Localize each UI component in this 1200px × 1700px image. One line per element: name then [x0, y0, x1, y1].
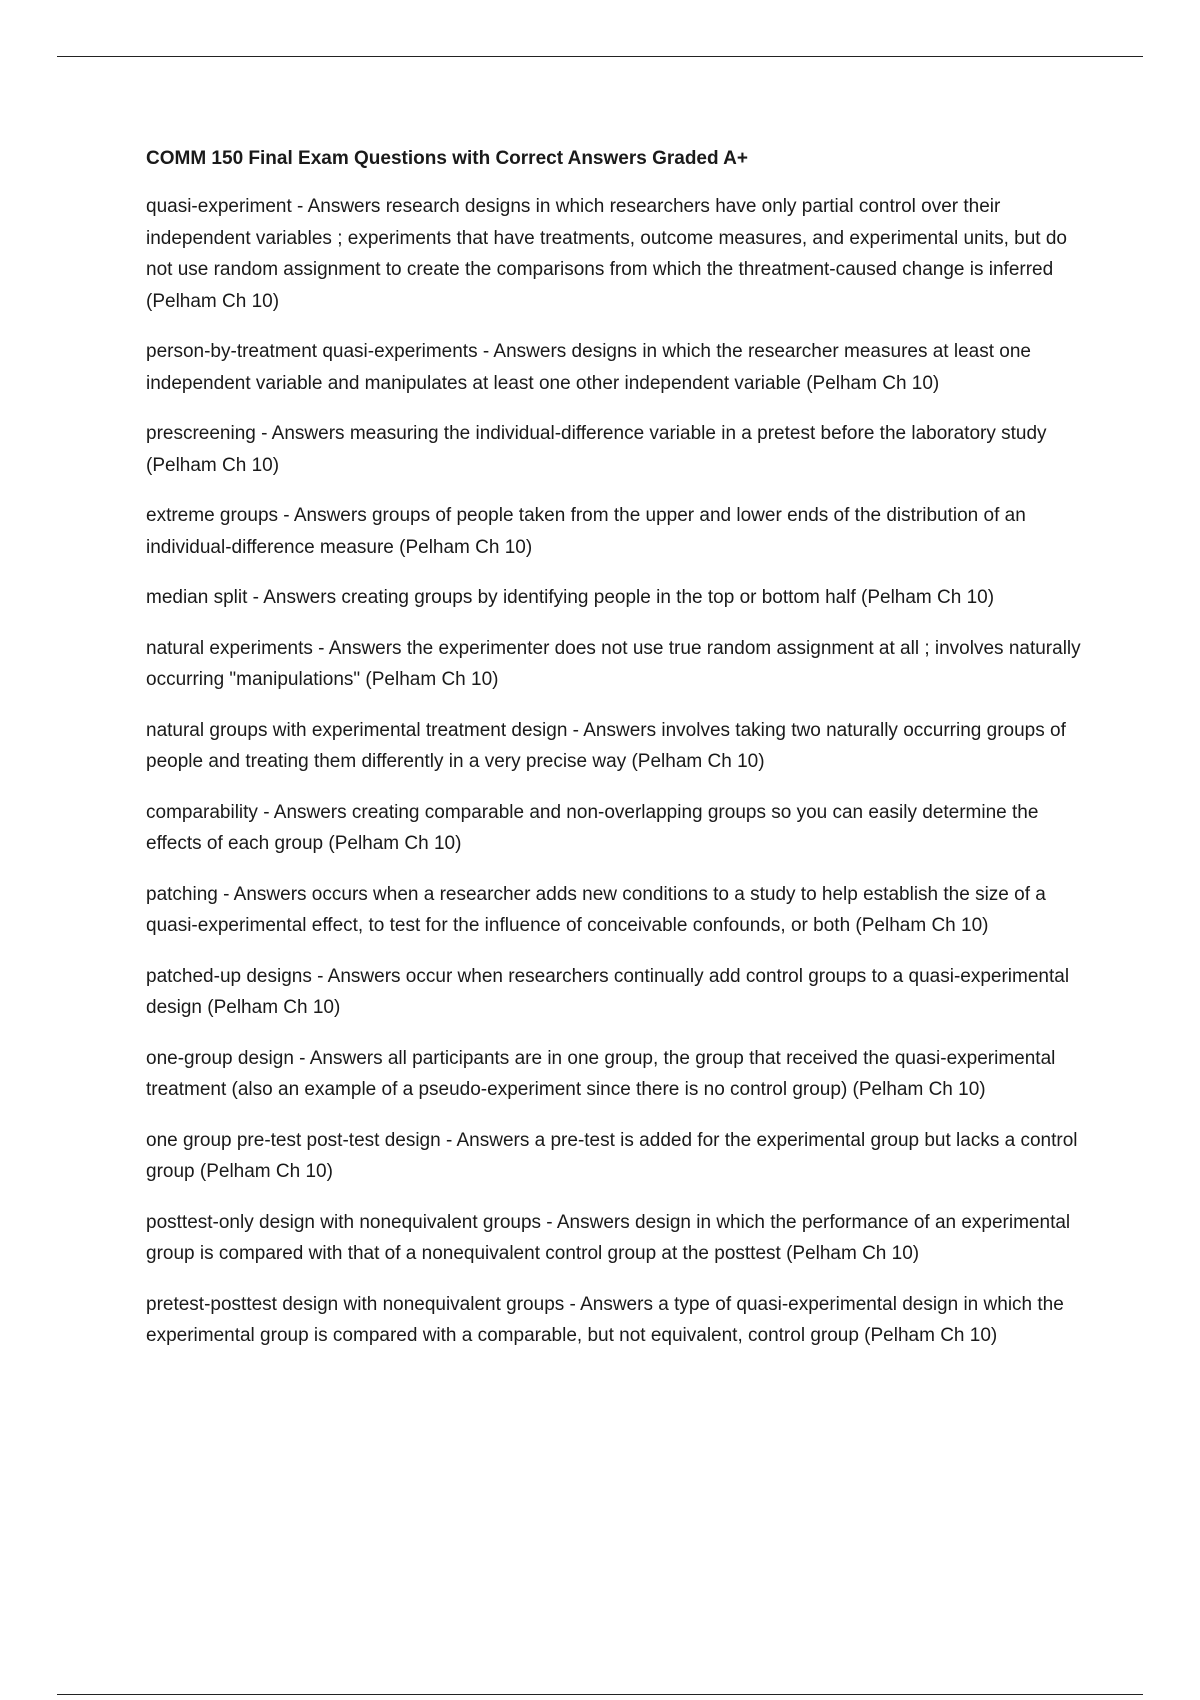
entry-extreme-groups: extreme groups - Answers groups of people taken from the upper and lower ends of the distribution of an individual-difference measure (Pelham Ch 10): [146, 505, 1026, 558]
entry-person-by-treatment: person-by-treatment quasi-experiments - Answers designs in which the researcher measures at least one independent variable and manipulates at least one other independent variable (Pelham Ch 10): [146, 341, 1031, 394]
document-title: COMM 150 Final Exam Questions with Correct Answers Graded A+: [146, 148, 748, 169]
entry-natural-groups: natural groups with experimental treatment design - Answers involves taking two naturally occurring groups of people and treating them differently in a very precise way (Pelham Ch 10): [146, 719, 1066, 772]
entry-patched-up-designs: patched-up designs - Answers occur when researchers continually add control groups to a quasi-experimental design (Pelham Ch 10): [146, 965, 1070, 1018]
entry-pretest-posttest-nonequivalent: pretest-posttest design with nonequivalent groups - Answers a type of quasi-experimental design in which the experimental group is compared with a comparable, but not equivalent, control group (Pelham Ch 10): [146, 1293, 1064, 1346]
entry-median-split: median split - Answers creating groups by identifying people in the top or bottom half (Pelham Ch 10): [146, 587, 995, 608]
entry-quasi-experiment: quasi-experiment - Answers research designs in which researchers have only partial control over their independent variables ; experiments that have treatments, outcome measures, and experimental units, but do not use random assignment to create the comparisons from which the threatment-caused change is inferred (Pelham Ch 10): [146, 196, 1067, 312]
footer-rule: [57, 1694, 1143, 1695]
entry-patching: patching - Answers occurs when a researcher adds new conditions to a study to help establish the size of a quasi-experimental effect, to test for the influence of conceivable confounds, or both (Pelham Ch 10): [146, 883, 1046, 936]
document-body: [146, 143, 1092, 1371]
entry-one-group-pretest-posttest: one group pre-test post-test design - Answers a pre-test is added for the experimental group but lacks a control group (Pelham Ch 10): [146, 1129, 1078, 1182]
entry-posttest-only-nonequivalent: posttest-only design with nonequivalent groups - Answers design in which the performance of an experimental group is compared with that of a nonequivalent control group at the posttest (Pelham Ch 10): [146, 1211, 1071, 1264]
entry-prescreening: prescreening - Answers measuring the individual-difference variable in a pretest before the laboratory study (Pelham Ch 10): [146, 423, 1047, 476]
header-rule: [57, 56, 1143, 57]
entry-comparability: comparability - Answers creating comparable and non-overlapping groups so you can easily determine the effects of each group (Pelham Ch 10): [146, 801, 1039, 854]
entry-one-group-design: one-group design - Answers all participants are in one group, the group that received the quasi-experimental treatment (also an example of a pseudo-experiment since there is no control group) (Pelham Ch 10): [146, 1047, 1056, 1100]
entry-natural-experiments: natural experiments - Answers the experimenter does not use true random assignment at all ; involves naturally occurring "manipulations" (Pelham Ch 10): [146, 637, 1081, 690]
